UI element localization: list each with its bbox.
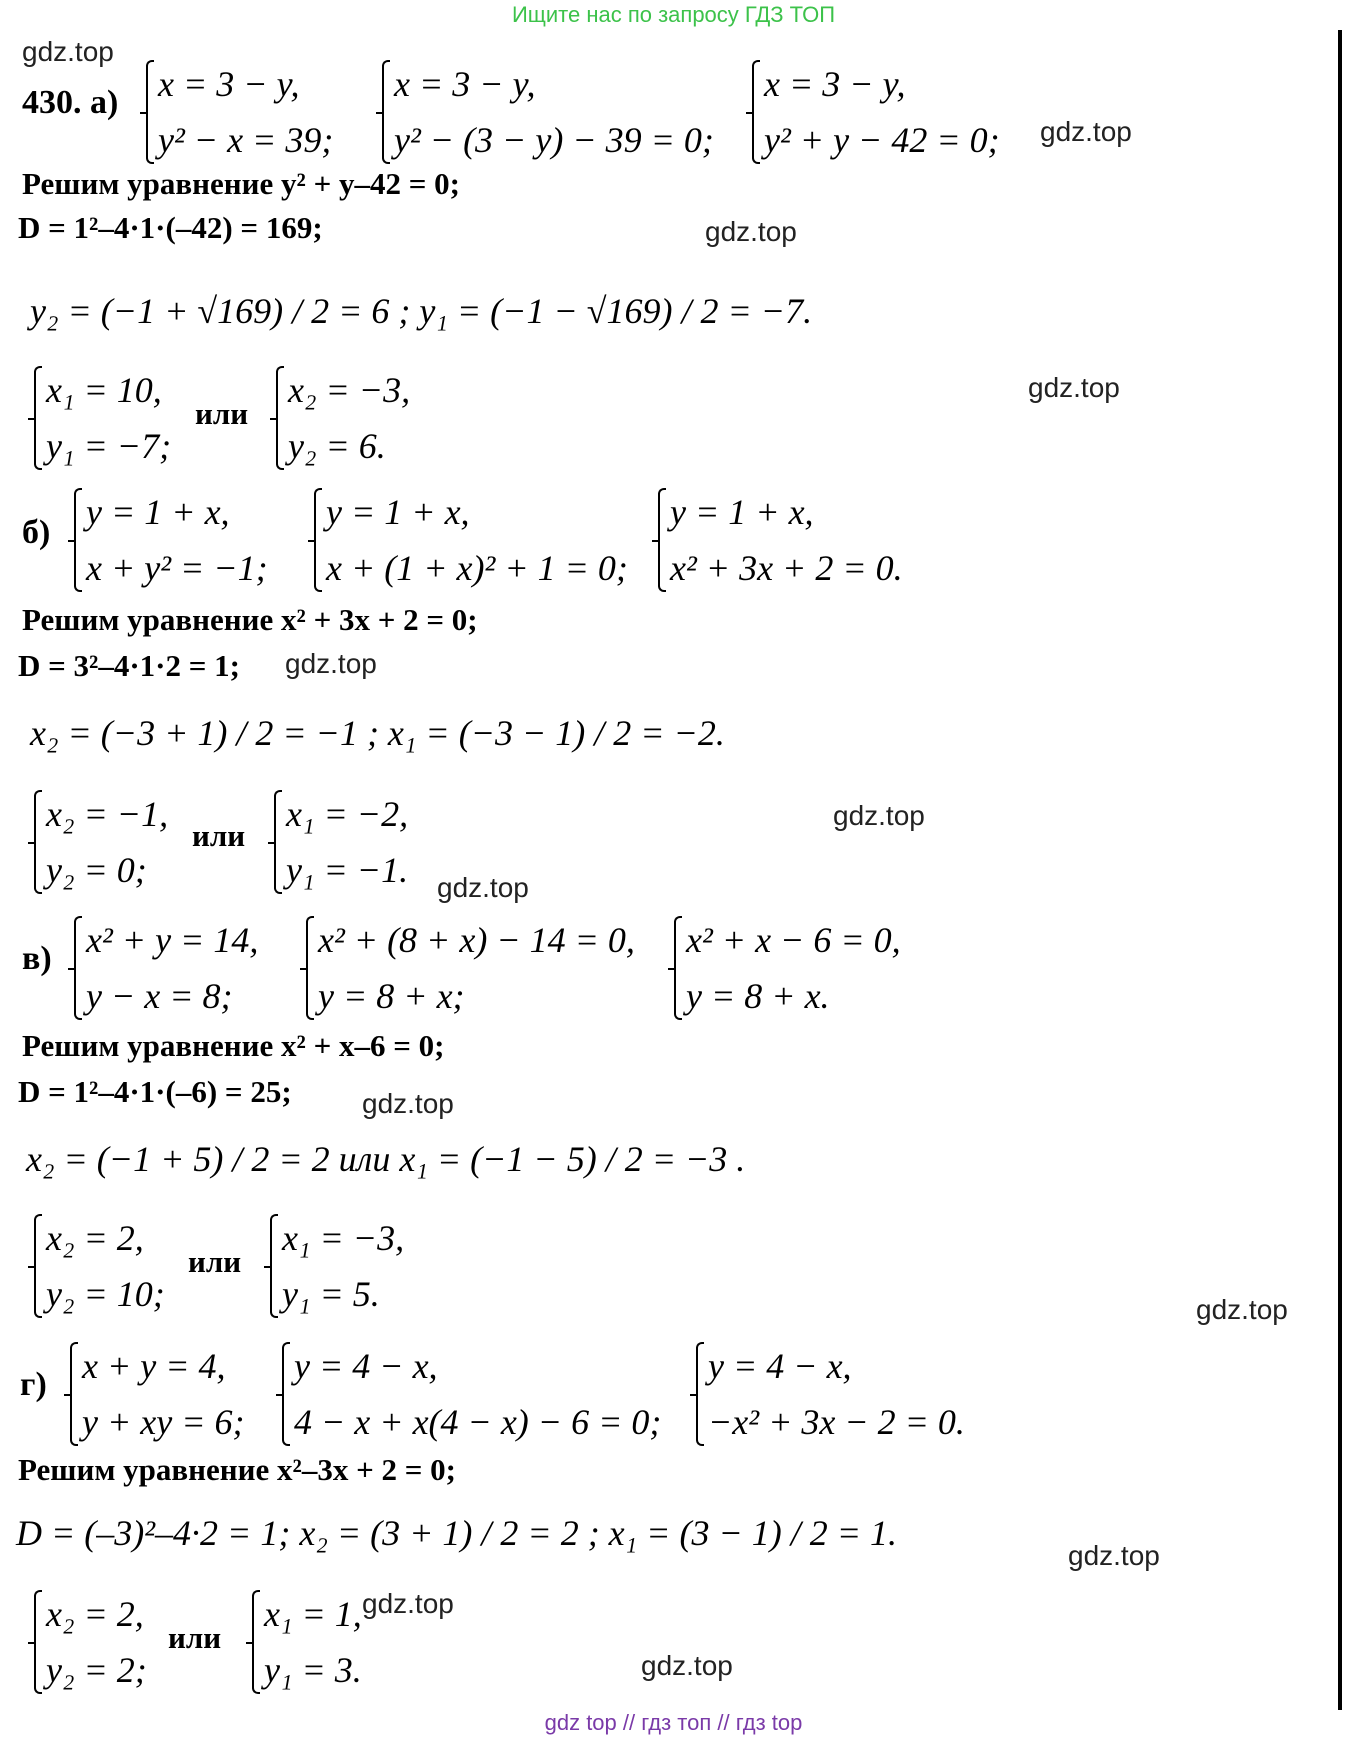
or-word: или [195, 396, 249, 431]
system [300, 912, 635, 1024]
equation: y + xy = 6; [82, 1402, 245, 1442]
part-label: в) [22, 940, 52, 977]
equation: y = 8 + x. [686, 976, 830, 1016]
equation: x² + (8 + x) − 14 = 0, [318, 920, 635, 960]
watermark: gdz.top [1040, 116, 1132, 147]
equation: y₂ = 2; [46, 1650, 147, 1690]
answer-system [28, 786, 168, 898]
discriminant: D = 1²–4·1·(–6) = 25; [18, 1074, 292, 1109]
watermark: gdz.top [641, 1650, 733, 1681]
watermark: gdz.top [285, 648, 377, 679]
equation: y₁ = −7; [46, 426, 172, 466]
top-banner[interactable]: Ищите нас по запросу ГДЗ ТОП [511, 2, 836, 27]
brace [746, 56, 760, 168]
watermark: gdz.top [1028, 372, 1120, 403]
system [64, 1338, 245, 1450]
equation: x₁ = 10, [46, 370, 162, 410]
equation: x + (1 + x)² + 1 = 0; [326, 548, 628, 588]
system [690, 1338, 965, 1450]
brace [264, 1210, 278, 1322]
equation: x₂ = −3, [288, 370, 411, 410]
equation: 4 − x + x(4 − x) − 6 = 0; [294, 1402, 662, 1442]
roots: x₂ = (−1 + 5) / 2 = 2 или x₁ = (−1 − 5) / 2 = −3 . [26, 1139, 746, 1179]
equation: y₂ = 10; [46, 1274, 165, 1314]
watermark: gdz.top [833, 800, 925, 831]
equation: x₂ = 2, [46, 1594, 144, 1634]
brace [268, 786, 282, 898]
equation: x = 3 − y, [764, 64, 906, 104]
answer-system [246, 1586, 362, 1698]
brace [28, 1210, 42, 1322]
equation: y = 1 + x, [670, 492, 814, 532]
solve-line: Решим уравнение x² + 3x + 2 = 0; [22, 602, 478, 637]
discriminant-and-roots: D = (–3)²–4·2 = 1; x₂ = (3 + 1) / 2 = 2 ; x₁ = (3 − 1) / 2 = 1. [16, 1513, 898, 1553]
answer-system [268, 786, 408, 898]
discriminant: D = 3²–4·1·2 = 1; [18, 648, 241, 683]
brace [28, 362, 42, 474]
discriminant: D = 1²–4·1·(–42) = 169; [18, 210, 323, 245]
equation: x² + 3x + 2 = 0. [670, 548, 903, 588]
answer-system [28, 1210, 165, 1322]
solve-line: Решим уравнение x² + x–6 = 0; [22, 1028, 445, 1063]
equation: y = 1 + x, [326, 492, 470, 532]
brace [652, 484, 666, 596]
brace [68, 484, 82, 596]
equation: y₁ = 5. [282, 1274, 380, 1314]
brace [246, 1586, 260, 1698]
equation: −x² + 3x − 2 = 0. [708, 1402, 965, 1442]
system [668, 912, 901, 1024]
answer-system [28, 1586, 147, 1698]
watermark: gdz.top [362, 1588, 454, 1619]
watermark: gdz.top [1068, 1540, 1160, 1571]
answer-system [264, 1210, 404, 1322]
equation: x₁ = 1, [264, 1594, 362, 1634]
system [140, 56, 333, 168]
equation: y − x = 8; [86, 976, 233, 1016]
brace [300, 912, 314, 1024]
part-label: г) [20, 1366, 47, 1403]
system [746, 56, 1000, 168]
equation: y² − x = 39; [158, 120, 334, 160]
equation: x₁ = −2, [286, 794, 409, 834]
equation: x² + y = 14, [86, 920, 259, 960]
brace [28, 1586, 42, 1698]
equation: y = 4 − x, [708, 1346, 852, 1386]
system [652, 484, 903, 596]
page-edge-line [1338, 30, 1342, 1710]
watermark: gdz.top [22, 36, 114, 67]
problem-number: 430. а) [22, 84, 119, 121]
or-word: или [192, 818, 246, 853]
brace [690, 1338, 704, 1450]
solve-line: Решим уравнение y² + y–42 = 0; [22, 166, 460, 201]
equation: y = 4 − x, [294, 1346, 438, 1386]
system [376, 56, 714, 168]
system [276, 1338, 661, 1450]
brace [64, 1338, 78, 1450]
part-label: б) [22, 514, 51, 551]
system [68, 484, 268, 596]
brace [68, 912, 82, 1024]
answer-system [28, 362, 171, 474]
answer-system [270, 362, 410, 474]
watermark: gdz.top [437, 872, 529, 903]
brace [270, 362, 284, 474]
or-word: или [168, 1620, 222, 1655]
watermark: gdz.top [705, 216, 797, 247]
equation: x = 3 − y, [158, 64, 300, 104]
equation: y = 1 + x, [86, 492, 230, 532]
equation: x + y² = −1; [86, 548, 268, 588]
equation: x₂ = 2, [46, 1218, 144, 1258]
system [308, 484, 628, 596]
solve-line: Решим уравнение x²–3x + 2 = 0; [18, 1452, 456, 1487]
brace [308, 484, 322, 596]
equation: y² + y − 42 = 0; [764, 120, 1000, 160]
equation: x = 3 − y, [394, 64, 536, 104]
brace [276, 1338, 290, 1450]
equation: y₂ = 0; [46, 850, 147, 890]
roots: y₂ = (−1 + √169) / 2 = 6 ; y₁ = (−1 − √169) / 2 = −7. [30, 291, 813, 331]
bottom-banner[interactable]: gdz top // гдз топ // гдз top [544, 1710, 803, 1735]
equation: y₁ = −1. [286, 850, 409, 890]
watermark: gdz.top [1196, 1294, 1288, 1325]
system [68, 912, 258, 1024]
brace [668, 912, 682, 1024]
equation: x + y = 4, [82, 1346, 226, 1386]
equation: y₂ = 6. [288, 426, 386, 466]
watermark: gdz.top [362, 1088, 454, 1119]
equation: y² − (3 − y) − 39 = 0; [394, 120, 714, 160]
brace [376, 56, 390, 168]
equation: x₁ = −3, [282, 1218, 405, 1258]
roots: x₂ = (−3 + 1) / 2 = −1 ; x₁ = (−3 − 1) / 2 = −2. [30, 713, 725, 753]
equation: y = 8 + x; [318, 976, 465, 1016]
equation: y₁ = 3. [264, 1650, 362, 1690]
equation: x² + x − 6 = 0, [686, 920, 901, 960]
or-word: или [188, 1244, 242, 1279]
brace [140, 56, 154, 168]
brace [28, 786, 42, 898]
equation: x₂ = −1, [46, 794, 169, 834]
